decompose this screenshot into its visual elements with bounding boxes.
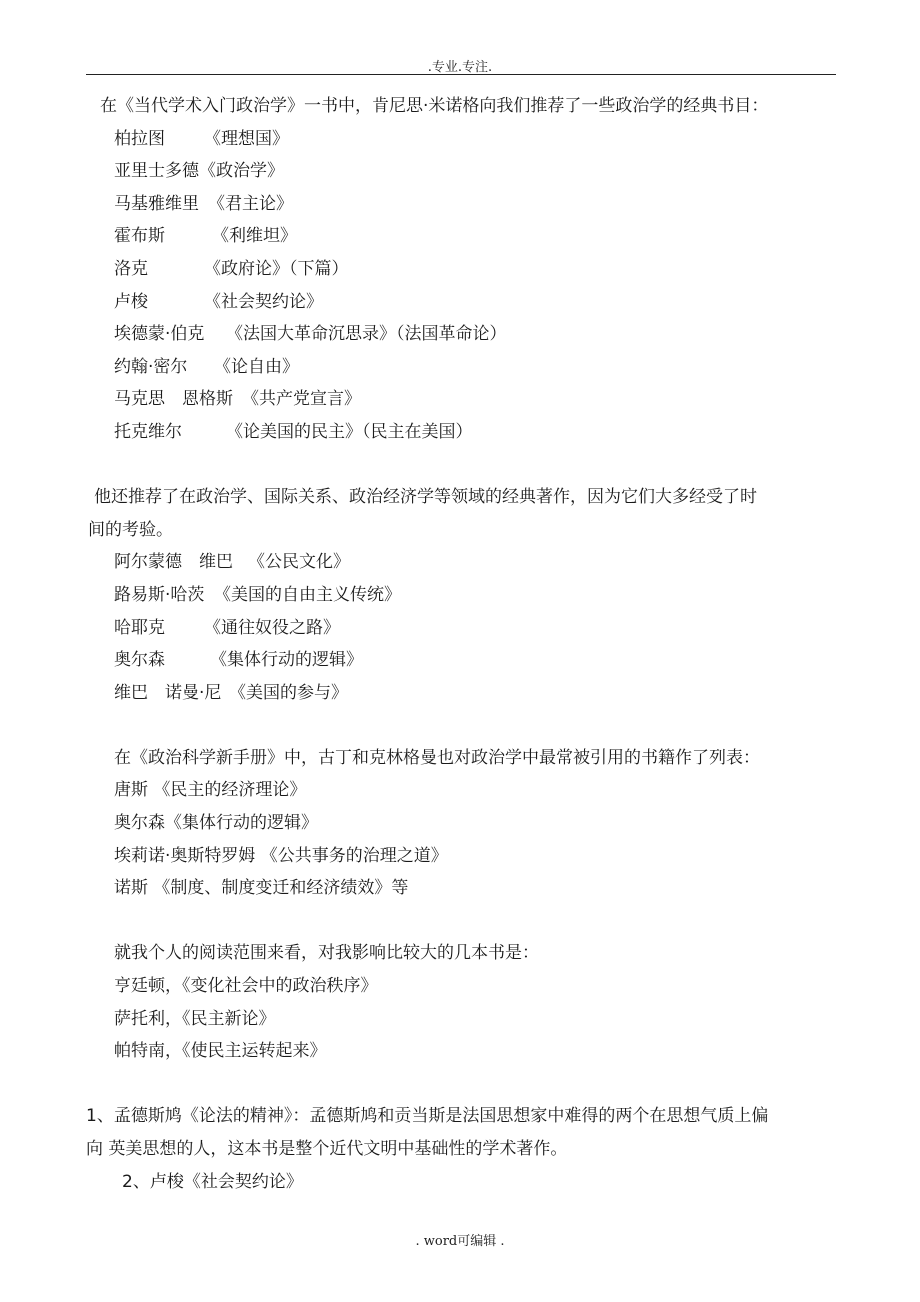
book-title: 《美国的自由主义传统》 — [214, 584, 401, 605]
book-author: 柏拉图 — [114, 128, 165, 149]
book-author: 埃德蒙·伯克 — [114, 324, 205, 345]
book-title: 《集体行动的逻辑》 — [210, 650, 363, 671]
book-item — [88, 383, 836, 416]
book-author: 托克维尔 — [114, 421, 182, 442]
document-body — [88, 90, 836, 1198]
numbered-item-1-line2: 向 英美思想的人，这本书是整个近代文明中基础性的学术著作。 — [86, 1139, 568, 1159]
book-title: 《政治学》 — [199, 161, 284, 182]
book-title: 《法国大革命沉思录》（法国革命论） — [226, 324, 507, 345]
book-item — [88, 123, 836, 156]
book-item — [88, 220, 836, 253]
book-item: 帕特南，《使民主运转起来》 — [114, 1041, 327, 1062]
book-title: 《论自由》 — [214, 356, 299, 377]
book-author: 路易斯·哈茨 — [114, 584, 205, 605]
book-title: 《利维坦》 — [212, 226, 297, 247]
spacer — [88, 449, 836, 482]
section4-intro: 就我个人的阅读范围来看，对我影响比较大的几本书是： — [114, 943, 539, 964]
spacer — [88, 1068, 836, 1101]
book-title: 《论美国的民主》（民主在美国） — [226, 421, 473, 442]
section2-intro-line2: 间的考验。 — [88, 519, 173, 540]
book-title: 《理想国》 — [204, 128, 289, 149]
section3-intro: 在《政治科学新手册》中，古丁和克林格曼也对政治学中最常被引用的书籍作了列表： — [114, 747, 760, 768]
book-item — [88, 579, 836, 612]
book-title: 《通往奴役之路》 — [204, 617, 340, 638]
book-item — [88, 677, 836, 710]
book-author: 哈耶克 — [114, 617, 165, 638]
book-item — [88, 351, 836, 384]
book-author: 奥尔森 — [114, 650, 165, 671]
book-item — [88, 416, 836, 449]
spacer — [88, 709, 836, 742]
book-author: 卢梭 — [114, 291, 148, 312]
book-item: 诺斯 《制度、制度变迁和经济绩效》等 — [114, 878, 409, 899]
book-title: 《社会契约论》 — [204, 291, 323, 312]
book-title: 《公民文化》 — [248, 552, 350, 573]
book-item — [88, 318, 836, 351]
page-footer: . word可编辑 . — [415, 1234, 505, 1249]
book-title: 《美国的参与》 — [229, 682, 348, 703]
book-author: 阿尔蒙德 维巴 — [114, 552, 233, 573]
book-author: 亚里士多德 — [114, 161, 199, 182]
book-author: 马基雅维里 — [114, 193, 199, 214]
book-item: 奥尔森《集体行动的逻辑》 — [114, 813, 318, 834]
book-item — [88, 253, 836, 286]
book-item — [88, 155, 836, 188]
numbered-item-1-line1: 1、孟德斯鸠《论法的精神》：孟德斯鸠和贡当斯是法国思想家中难得的两个在思想气质上偏 — [86, 1106, 769, 1127]
book-author: 洛克 — [114, 258, 148, 279]
book-author: 马克思 恩格斯 — [114, 389, 233, 410]
header-rule — [86, 74, 836, 75]
book-author: 维巴 诺曼·尼 — [114, 682, 222, 703]
book-item — [88, 546, 836, 579]
book-item — [88, 286, 836, 319]
book-author: 霍布斯 — [114, 226, 165, 247]
book-item — [88, 188, 836, 221]
section1-intro: 在《当代学术入门政治学》一书中，肯尼思·米诺格向我们推荐了一些政治学的经典书目： — [100, 96, 769, 116]
book-item — [88, 644, 836, 677]
book-title: 《君主论》 — [208, 193, 293, 214]
book-item: 唐斯 《民主的经济理论》 — [114, 780, 307, 801]
page-header: .专业.专注. — [427, 60, 493, 75]
book-item: 埃莉诺·奥斯特罗姆 《公共事务的治理之道》 — [114, 845, 448, 866]
book-item — [88, 612, 836, 645]
book-item: 亨廷顿，《变化社会中的政治秩序》 — [114, 976, 378, 997]
book-author: 约翰·密尔 — [114, 356, 188, 377]
book-title: 《共产党宣言》 — [242, 389, 361, 410]
spacer — [88, 905, 836, 938]
book-item: 萨托利，《民主新论》 — [114, 1008, 276, 1029]
section2-intro-line1: 他还推荐了在政治学、国际关系、政治经济学等领域的经典著作，因为它们大多经受了时 — [94, 487, 757, 508]
numbered-item-2: 2、卢梭《社会契约论》 — [122, 1171, 303, 1192]
book-title: 《政府论》（下篇） — [204, 258, 349, 279]
